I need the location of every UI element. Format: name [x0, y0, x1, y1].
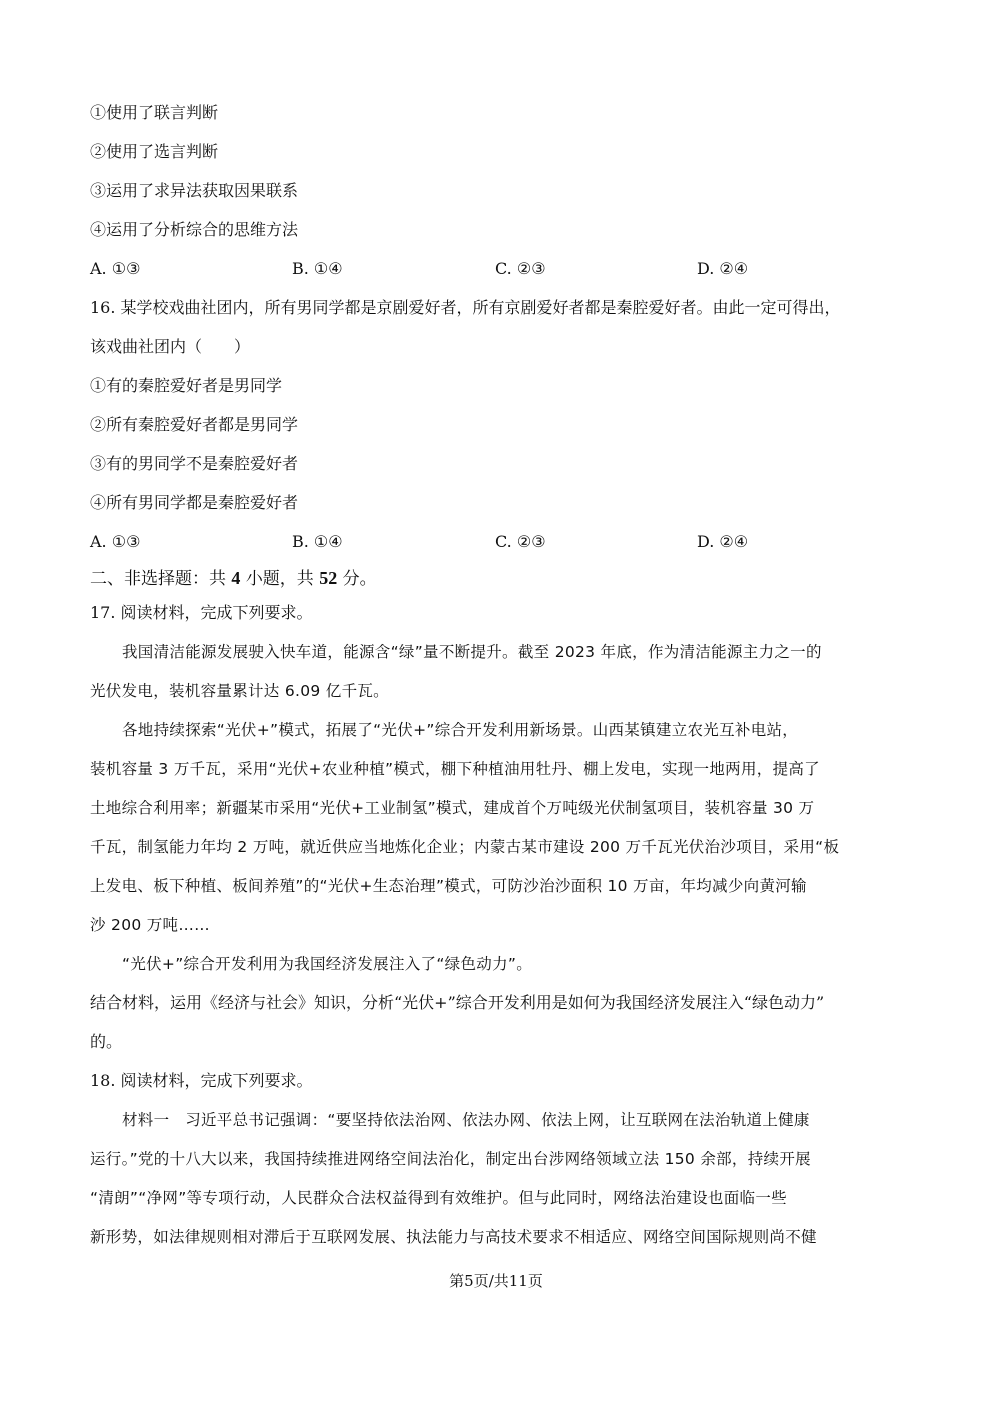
q17-material-line-5: 土地综合利用率；新疆某市采用“光伏+工业制氢”模式，建成首个万吨级光伏制氢项目，装机容量 30 万	[90, 799, 815, 817]
section-2-heading-prefix: 二、非选择题：共	[90, 569, 226, 589]
q16-statement-1: ①有的秦腔爱好者是男同学	[90, 376, 283, 395]
q15-statement-3: ③运用了求异法获取因果联系	[90, 181, 299, 200]
q15-option-c: C. ②③	[495, 259, 546, 278]
q15-option-a: A. ①③	[90, 259, 141, 278]
q15-option-d: D. ②④	[697, 259, 749, 278]
section-2-heading-suffix: 分。	[342, 569, 377, 589]
q16-option-c: C. ②③	[495, 532, 546, 551]
q17-material-line-6: 千瓦，制氢能力年均 2 万吨，就近供应当地炼化企业；内蒙古某市建设 200 万千瓦光伏治沙项目，采用“板	[90, 838, 840, 856]
q15-statement-2: ②使用了选言判断	[90, 142, 219, 161]
section-2-question-count: 4	[231, 568, 241, 588]
q18-stem: 18. 阅读材料，完成下列要求。	[90, 1071, 313, 1090]
q18-material-line-4: 新形势，如法律规则相对滞后于互联网发展、执法能力与高技术要求不相适应、网络空间国际规则尚不健	[90, 1228, 817, 1246]
q16-statement-2: ②所有秦腔爱好者都是男同学	[90, 415, 299, 434]
q16-statement-4: ④所有男同学都是秦腔爱好者	[90, 493, 299, 512]
q17-stem: 17. 阅读材料，完成下列要求。	[90, 603, 313, 622]
q17-material-line-4: 装机容量 3 万千瓦，采用“光伏+农业种植”模式，棚下种植油用牡丹、棚上发电，实现一地两用，提高了	[90, 760, 820, 778]
q15-statement-1: ①使用了联言判断	[90, 103, 219, 122]
q17-material-line-2: 光伏发电，装机容量累计达 6.09 亿千瓦。	[90, 682, 389, 700]
q18-material-line-2: 运行。”党的十八大以来，我国持续推进网络空间法治化，制定出台涉网络领域立法 150 余部，持续开展	[90, 1150, 811, 1168]
q16-stem-line-2: 该戏曲社团内（ ）	[90, 337, 251, 356]
q16-statement-3: ③有的男同学不是秦腔爱好者	[90, 454, 299, 473]
q15-option-b: B. ①④	[292, 259, 343, 278]
section-2-heading-middle: 小题，共	[245, 569, 314, 589]
q18-material-line-3: “清朗”“净网”等专项行动，人民群众合法权益得到有效维护。但与此同时，网络法治建设也面临一些	[90, 1189, 787, 1207]
q18-material-line-1: 材料一 习近平总书记强调：“要坚持依法治网、依法办网、依法上网，让互联网在法治轨道上健康	[122, 1111, 810, 1129]
q16-option-d: D. ②④	[697, 532, 749, 551]
section-2-total-score: 52	[319, 568, 338, 588]
q17-material-line-9: “光伏+”综合开发利用为我国经济发展注入了“绿色动力”。	[122, 955, 533, 973]
section-2-heading	[90, 568, 377, 588]
page-number-footer: 第5页/共11页	[449, 1272, 543, 1290]
q17-material-line-3: 各地持续探索“光伏+”模式，拓展了“光伏+”综合开发利用新场景。山西某镇建立农光互补电站，	[122, 721, 799, 739]
q17-question-line-1: 结合材料，运用《经济与社会》知识，分析“光伏+”综合开发利用是如何为我国经济发展注入“绿色动力”	[90, 993, 825, 1012]
q17-material-line-7: 上发电、板下种植、板间养殖”的“光伏+生态治理”模式，可防沙治沙面积 10 万亩，年均减少向黄河输	[90, 877, 807, 895]
q16-option-a: A. ①③	[90, 532, 141, 551]
q15-statement-4: ④运用了分析综合的思维方法	[90, 220, 299, 239]
q17-material-line-8: 沙 200 万吨……	[90, 916, 210, 934]
q17-material-line-1: 我国清洁能源发展驶入快车道，能源含“绿”量不断提升。截至 2023 年底，作为清洁能源主力之一的	[122, 643, 822, 661]
q16-option-b: B. ①④	[292, 532, 343, 551]
q16-stem-line-1: 16. 某学校戏曲社团内，所有男同学都是京剧爱好者，所有京剧爱好者都是秦腔爱好者。由此一定可得出，	[90, 298, 841, 317]
q17-question-line-2: 的。	[90, 1032, 123, 1051]
